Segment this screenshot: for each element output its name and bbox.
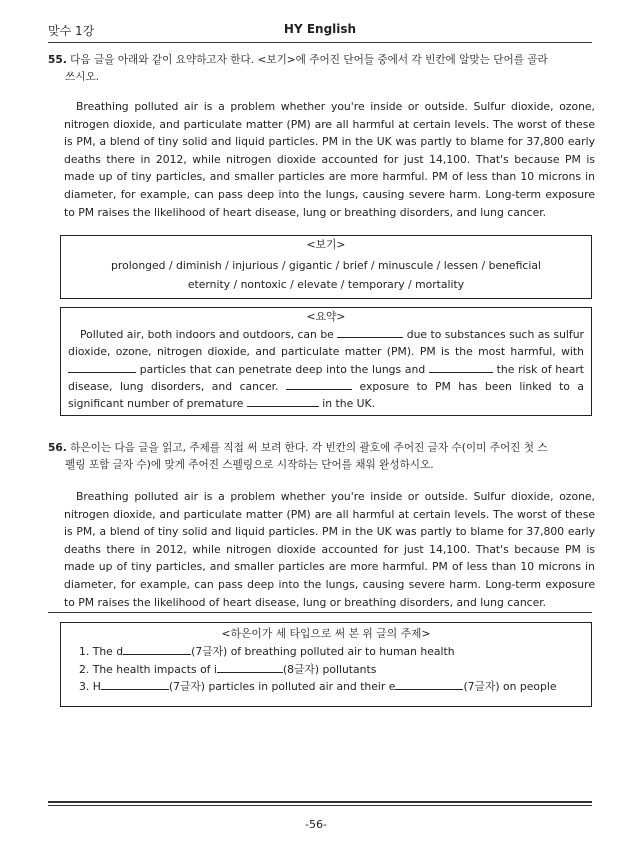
q56-instruction-line1: 하은이는 다음 글을 읽고, 주제를 직접 써 보려 한다. 각 빈칸의 괄호에 주어진 글자 수(이미 주어진 첫 스 [70, 442, 548, 454]
topic-item-2 [61, 661, 591, 679]
q56-number: 56. [48, 442, 67, 454]
summary-part-2: due to substances such as sulfur dioxide, ozone, nitrogen dioxide, and particulate matter (PM). PM is the most harmful, with [68, 328, 584, 359]
q55-instruction-line2: 쓰시오. [65, 70, 100, 83]
q55-instruction-line1: 다음 글을 아래와 같이 요약하고자 한다. <보기>에 주어진 단어들 중에서 각 빈칸에 알맞는 단어를 골라 [70, 54, 548, 66]
summary-title: <요약> [306, 310, 346, 323]
q56-instruction-line2: 펠링 포함 글자 수)에 맞게 주어진 스펠링으로 시작하는 단어를 채워 완성하시오. [65, 458, 434, 471]
lesson-label: 맞수 1강 [48, 24, 95, 38]
bogi-words-line1: prolonged / diminish / injurious / gigantic / brief / minuscule / lessen / beneficial [111, 259, 541, 272]
topic-blank-4[interactable] [395, 678, 463, 690]
bogi-title: <보기> [306, 238, 346, 251]
bogi-box [60, 235, 592, 299]
summary-box [60, 307, 592, 416]
topic-item-1 [61, 643, 591, 661]
topic-blank-1[interactable] [123, 643, 191, 655]
q55-passage: Breathing polluted air is a problem whether you're inside or outside. Sulfur dioxide, ozone, nitrogen dioxide, and particulate matter (PM) are all harmful at certain levels. The worst of these is PM, a blend of tiny solid and liquid particles. PM in the UK was partly to blame for 37,800 early deaths there in 2012, while nitrogen dioxide accounted for just 14,100. That's because PM is made up of tiny particles, and smaller particles are more harmful. PM of less than 10 microns in diameter, for example, can pass deep into the lungs, causing severe harm. Long-term exposure to PM raises the likelihood of heart disease, lung or breathing disorders, and lung cancer. [64, 100, 595, 219]
footer-rule-bottom [48, 805, 592, 806]
topic-item-2-end: (8글자) pollutants [282, 662, 377, 676]
answer-blank-5[interactable] [247, 395, 319, 407]
page-header [48, 22, 592, 40]
q56-passage: Breathing polluted air is a problem whether you're inside or outside. Sulfur dioxide, ozone, nitrogen dioxide, and particulate matter (PM) are all harmful at certain levels. The worst of these is PM, a blend of tiny solid and liquid particles. PM in the UK was partly to blame for 37,800 early deaths there in 2012, while nitrogen dioxide accounted for just 14,100. That's because PM is made up of tiny particles, and smaller particles are more harmful. PM of less than 10 microns in diameter, for example, can pass deep into the lungs, causing severe harm. Long-term exposure to PM raises the likelihood of heart disease, lung or breathing disorders, and lung cancer. [64, 490, 595, 609]
topic-item-1-start: 1. The d [79, 645, 124, 658]
answer-blank-3[interactable] [429, 361, 493, 373]
header-rule [48, 42, 592, 43]
page-title: HY English [283, 22, 357, 36]
summary-text [61, 326, 591, 412]
q55-number: 55. [48, 54, 67, 66]
topic-item-2-start: 2. The health impacts of i [79, 662, 217, 676]
answer-blank-1[interactable] [337, 326, 403, 338]
summary-part-4: the risk of heart disease, lung disorders, and cancer. [68, 362, 585, 393]
topic-blank-3[interactable] [101, 678, 169, 690]
answer-blank-4[interactable] [286, 378, 352, 390]
bogi-words-line2: eternity / nontoxic / elevate / temporary / mortality [187, 278, 465, 291]
summary-part-3: particles that can penetrate deep into the lungs and [139, 362, 426, 376]
footer-rule-top [48, 801, 592, 803]
summary-part-5: exposure to PM has been linked to a significant number of premature [68, 379, 585, 411]
summary-part-6: in the UK. [322, 397, 376, 411]
topic-blank-2[interactable] [217, 661, 283, 673]
summary-part-1: Polluted air, both indoors and outdoors, can be [80, 328, 334, 341]
topic-item-3 [61, 678, 591, 696]
topic-item-3-end: (7글자) on people [463, 680, 557, 693]
topic-item-3-middle: (7글자) particles in polluted air and their e [168, 680, 396, 693]
answer-blank-2[interactable] [68, 361, 136, 373]
topic-item-1-end: (7글자) of breathing polluted air to human health [191, 645, 455, 658]
topic-box [60, 622, 592, 707]
page-number: -56- [305, 818, 327, 831]
q55-instruction [48, 52, 596, 85]
topic-item-3-start: 3. H [79, 680, 101, 693]
q56-divider [48, 612, 592, 613]
q56-instruction [48, 440, 596, 473]
topic-box-title: <하은이가 세 타입으로 써 본 위 글의 주제> [221, 627, 431, 640]
